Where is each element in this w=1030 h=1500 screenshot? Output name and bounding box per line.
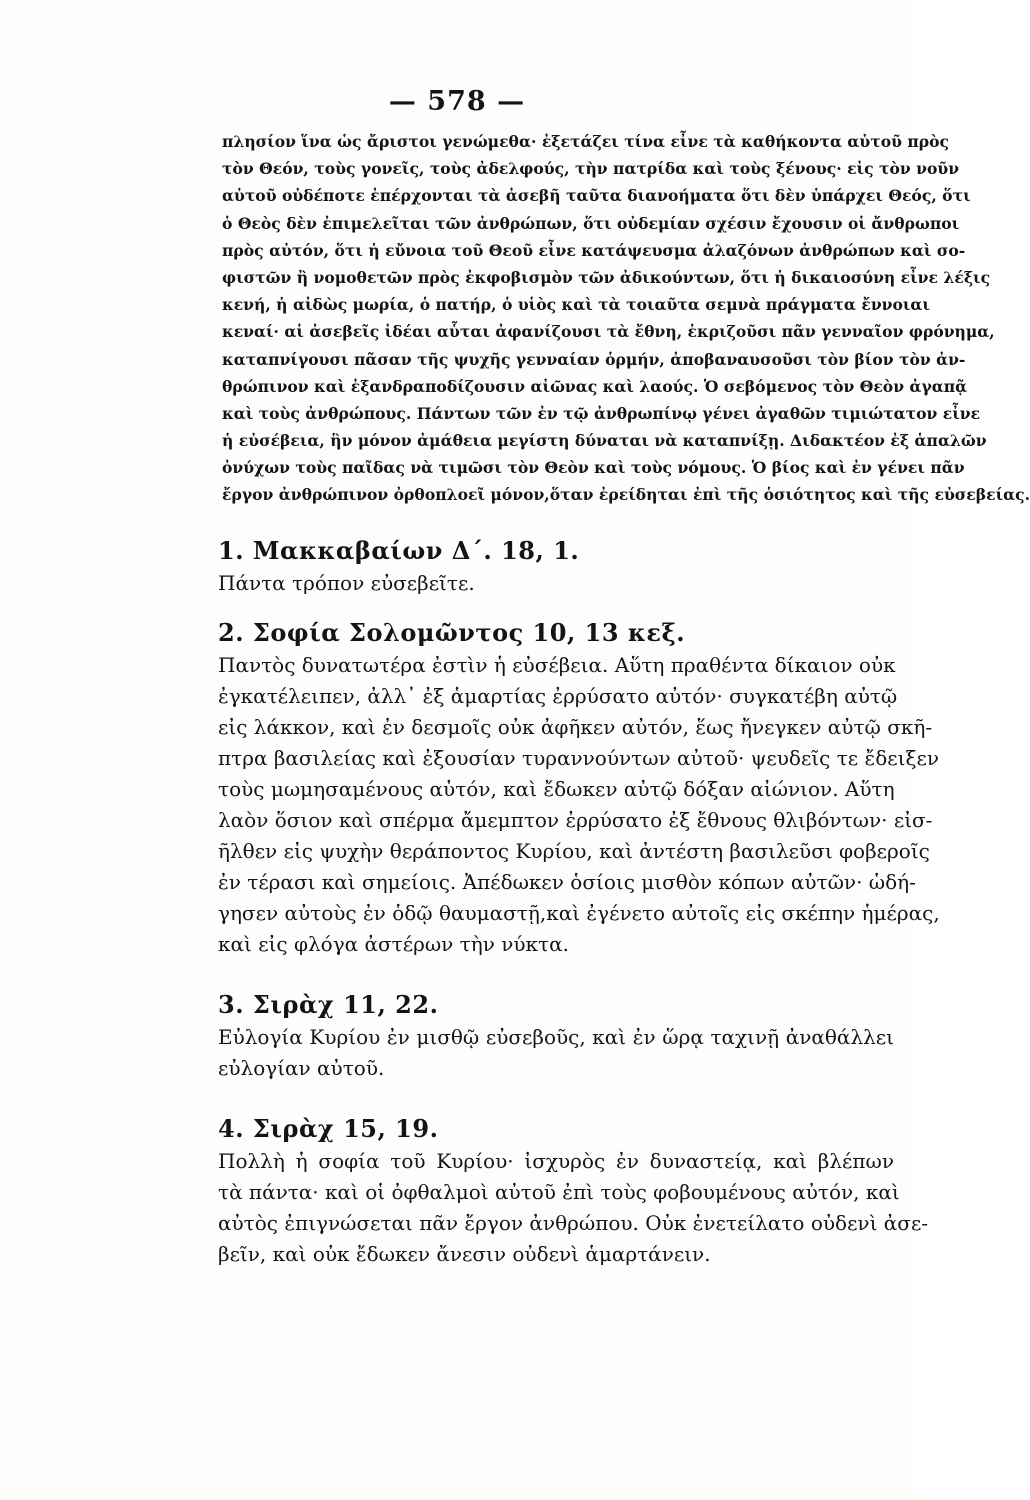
- citation-section-3: [218, 988, 894, 1084]
- intro-line: φιστῶν ἢ νομοθετῶν πρὸς ἐκφοβισμὸν τῶν ἀδικούντων, ὅτι ἡ δικαιοσύνη εἶνε λέξις: [222, 267, 991, 287]
- intro-line: κενή, ἡ αἰδὼς μωρία, ὁ πατήρ, ὁ υἱὸς καὶ τὰ τοιαῦτα σεμνὰ πράγματα ἔννοιαι: [222, 295, 930, 315]
- citation-section-1: [218, 534, 894, 599]
- citation-text-line: ἐν τέρασι καὶ σημείοις. Ἀπέδωκεν ὁσίοις μισθὸν κόπων αὐτῶν· ὡδή-: [218, 870, 916, 894]
- citation-section-2: [218, 616, 940, 960]
- citation-heading: 3. Σιρὰχ 11, 22.: [218, 990, 439, 1019]
- citation-text-line: Πάντα τρόπον εὐσεβεῖτε.: [218, 571, 475, 595]
- citation-text-line: βεῖν, καὶ οὐκ ἔδωκεν ἄνεσιν οὐδενὶ ἁμαρτάνειν.: [218, 1242, 711, 1266]
- page-number: — 578 —: [388, 86, 526, 117]
- citation-heading: 2. Σοφία Σολομῶντος 10, 13 κεξ.: [218, 618, 686, 647]
- intro-line: αὐτοῦ οὐδέποτε ἐπέρχονται τὰ ἀσεβῆ ταῦτα διανοήματα ὅτι δὲν ὑπάρχει Θεός, ὅτι: [222, 186, 971, 206]
- citation-text-line: εἰς λάκκον, καὶ ἐν δεσμοῖς οὐκ ἀφῆκεν αὐτόν, ἕως ἤνεγκεν αὐτῷ σκῆ-: [218, 715, 933, 739]
- intro-line: κεναί· αἱ ἀσεβεῖς ἰδέαι αὗται ἀφανίζουσι τὰ ἔθνη, ἐκριζοῦσι πᾶν γενναῖον φρόνημα,: [222, 322, 995, 342]
- intro-line: ἡ εὐσέβεια, ἣν μόνον ἀμάθεια μεγίστη δύναται νὰ καταπνίξῃ. Διδακτέον ἐξ ἁπαλῶν: [222, 431, 987, 451]
- citation-heading: 1. Μακκαβαίων Δ΄. 18, 1.: [218, 536, 580, 565]
- intro-line: τὸν Θεόν, τοὺς γονεῖς, τοὺς ἀδελφούς, τὴν πατρίδα καὶ τοὺς ξένους· εἰς τὸν νοῦν: [222, 159, 960, 179]
- citation-text-line: Πολλὴ ἡ σοφία τοῦ Κυρίου· ἰσχυρὸς ἐν δυναστείᾳ, καὶ βλέπων: [218, 1149, 894, 1173]
- citation-text-line: Παντὸς δυνατωτέρα ἐστὶν ἡ εὐσέβεια. Αὕτη πραθέντα δίκαιον οὐκ: [218, 653, 896, 677]
- citation-text-line: ἐγκατέλειπεν, ἀλλ᾿ ἐξ ἁμαρτίας ἐρρύσατο αὐτόν· συγκατέβη αὐτῷ: [218, 684, 898, 708]
- intro-line: ἔργον ἀνθρώπινον ὀρθοπλοεῖ μόνον,ὅταν ἐρείδηται ἐπὶ τῆς ὁσιότητος καὶ τῆς εὐσεβείας.: [222, 485, 1030, 505]
- citation-text-line: γησεν αὐτοὺς ἐν ὁδῷ θαυμαστῇ,καὶ ἐγένετο αὐτοῖς εἰς σκέπην ἡμέρας,: [218, 901, 940, 925]
- citation-section-4: [218, 1112, 929, 1270]
- citation-text-line: ῆλθεν εἰς ψυχὴν θεράποντος Κυρίου, καὶ ἀντέστη βασιλεῦσι φοβεροῖς: [218, 839, 930, 863]
- intro-paragraph: [222, 128, 1030, 509]
- citation-text-line: πτρα βασιλείας καὶ ἐξουσίαν τυραννούντων αὐτοῦ· ψευδεῖς τε ἔδειξεν: [218, 746, 939, 770]
- citation-text-line: τὰ πάντα· καὶ οἱ ὀφθαλμοὶ αὐτοῦ ἐπὶ τοὺς φοβουμένους αὐτόν, καὶ: [218, 1180, 900, 1204]
- intro-line: καὶ τοὺς ἀνθρώπους. Πάντων τῶν ἐν τῷ ἀνθρωπίνῳ γένει ἀγαθῶν τιμιώτατον εἶνε: [222, 403, 981, 423]
- intro-line: θρώπινον καὶ ἐξανδραποδίζουσιν αἰῶνας καὶ λαούς. Ὁ σεβόμενος τὸν Θεὸν ἀγαπᾷ: [222, 376, 968, 396]
- citation-text-line: εὐλογίαν αὐτοῦ.: [218, 1056, 385, 1080]
- citation-text-line: αὐτὸς ἐπιγνώσεται πᾶν ἔργον ἀνθρώπου. Οὐκ ἐνετείλατο οὐδενὶ ἀσε-: [218, 1211, 929, 1235]
- intro-line: ὁ Θεὸς δὲν ἐπιμελεῖται τῶν ἀνθρώπων, ὅτι οὐδεμίαν σχέσιν ἔχουσιν οἱ ἄνθρωποι: [222, 213, 960, 233]
- intro-line: καταπνίγουσι πᾶσαν τῆς ψυχῆς γενναίαν ὁρμήν, ἀποβαναυσοῦσι τὸν βίον τὸν ἀν-: [222, 349, 966, 369]
- citation-text-line: Εὐλογία Κυρίου ἐν μισθῷ εὐσεβοῦς, καὶ ἐν ὥρᾳ ταχινῇ ἀναθάλλει: [218, 1025, 894, 1049]
- citation-text-line: καὶ εἰς φλόγα ἀστέρων τὴν νύκτα.: [218, 932, 569, 956]
- intro-line: πλησίον ἵνα ὡς ἄριστοι γενώμεθα· ἐξετάζει τίνα εἶνε τὰ καθήκοντα αὐτοῦ πρὸς: [222, 132, 950, 151]
- citation-heading: 4. Σιρὰχ 15, 19.: [218, 1114, 439, 1143]
- intro-line: ὀνύχων τοὺς παῖδας νὰ τιμῶσι τὸν Θεὸν καὶ τοὺς νόμους. Ὁ βίος καὶ ἐν γένει πᾶν: [222, 458, 965, 478]
- citation-text-line: τοὺς μωμησαμένους αὐτόν, καὶ ἔδωκεν αὐτῷ δόξαν αἰώνιον. Αὕτη: [218, 777, 895, 801]
- citation-text-line: λαὸν ὅσιον καὶ σπέρμα ἄμεμπτον ἐρρύσατο ἐξ ἔθνους θλιβόντων· εἰσ-: [218, 808, 933, 832]
- intro-line: πρὸς αὐτόν, ὅτι ἡ εὔνοια τοῦ Θεοῦ εἶνε κατάψευσμα ἀλαζόνων ἀνθρώπων καὶ σο-: [222, 240, 966, 260]
